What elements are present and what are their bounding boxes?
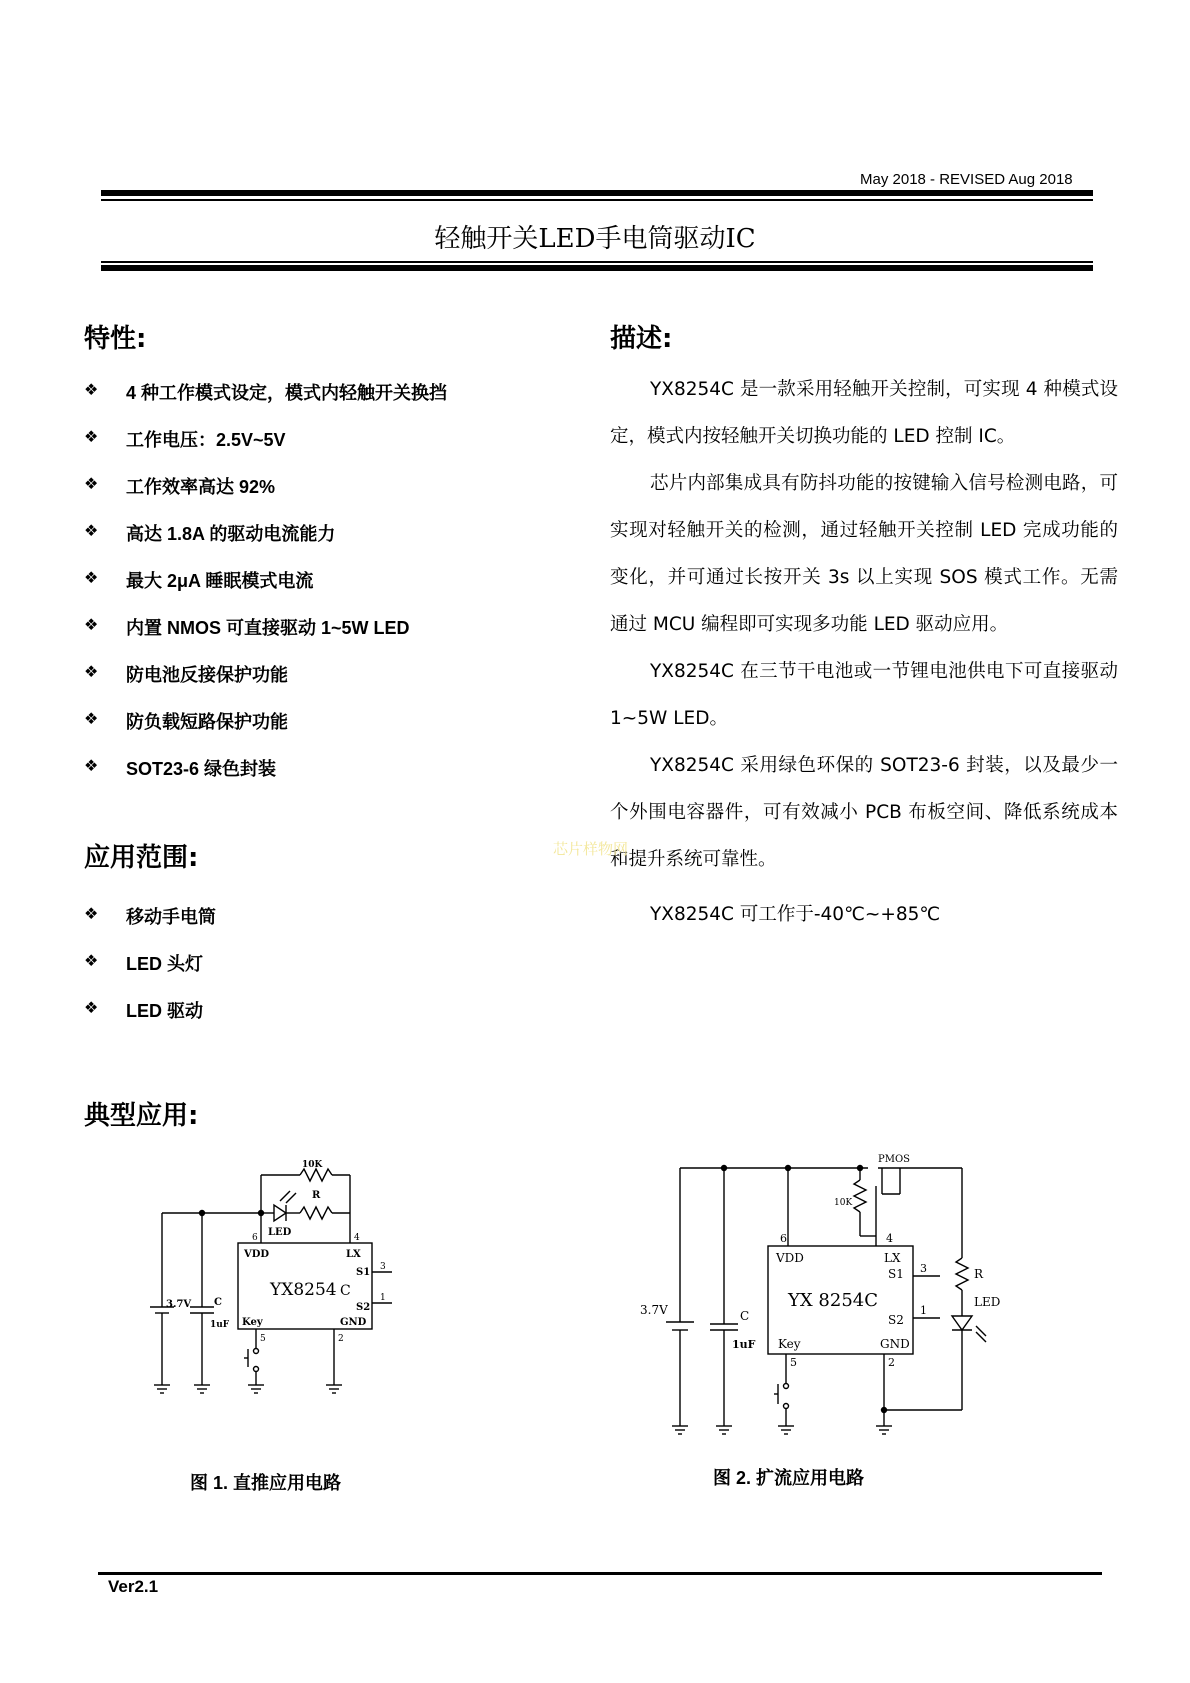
bullet-icon: ❖ <box>84 906 99 923</box>
svg-text:R: R <box>974 1267 984 1281</box>
bullet-icon: ❖ <box>84 570 99 587</box>
svg-text:5: 5 <box>790 1356 797 1369</box>
svg-text:3: 3 <box>920 1262 927 1275</box>
figure1-schematic <box>140 1145 420 1415</box>
svg-text:LED: LED <box>268 1227 292 1238</box>
bullet-icon: ❖ <box>84 664 99 681</box>
list-item: ❖ LED 驱动 <box>84 1000 204 1021</box>
svg-text:C: C <box>740 1309 750 1323</box>
svg-text:3.7V: 3.7V <box>640 1303 668 1317</box>
watermark: 芯片样物网 <box>553 840 629 858</box>
list-item: ❖ SOT23-6 绿色封装 <box>84 758 277 779</box>
footer-rule <box>98 1572 1102 1575</box>
svg-text:GND: GND <box>880 1337 910 1351</box>
svg-text:3: 3 <box>380 1262 386 1272</box>
header-rule-top-thin <box>101 199 1093 201</box>
svg-text:VDD: VDD <box>776 1251 804 1265</box>
list-item: ❖ 最大 2μA 睡眠模式电流 <box>84 570 314 591</box>
svg-text:10K: 10K <box>834 1198 853 1208</box>
bullet-icon: ❖ <box>84 1000 99 1017</box>
list-item: ❖ 高达 1.8A 的驱动电流能力 <box>84 523 336 544</box>
svg-text:LX: LX <box>884 1251 901 1265</box>
list-item: ❖ 4 种工作模式设定，模式内轻触开关换挡 <box>84 382 448 403</box>
description-paragraph: 芯片内部集成具有防抖功能的按键输入信号检测电路，可实现对轻触开关的检测，通过轻触开关控制 LED 完成功能的变化，并可通过长按开关 3s 以上实现 SOS 模式工作。无需通过 MCU 编程即可实现多功能 LED 驱动应用。 <box>610 473 1118 635</box>
svg-text:YX8254: YX8254 <box>270 1280 337 1300</box>
header-rule-bottom-thin <box>101 261 1093 263</box>
svg-text:6: 6 <box>780 1232 787 1245</box>
svg-text:C: C <box>340 1283 351 1299</box>
svg-text:YX 8254C: YX 8254C <box>788 1290 878 1311</box>
svg-text:2: 2 <box>888 1356 895 1369</box>
svg-text:S1: S1 <box>356 1267 371 1278</box>
svg-text:Key: Key <box>242 1317 263 1328</box>
bullet-icon: ❖ <box>84 617 99 634</box>
list-item: ❖ 防负载短路保护功能 <box>84 711 288 732</box>
header-rule-top <box>101 190 1093 196</box>
bullet-icon: ❖ <box>84 758 99 775</box>
list-item: ❖ 内置 NMOS 可直接驱动 1~5W LED <box>84 617 410 638</box>
description-paragraph: YX8254C 采用绿色环保的 SOT23-6 封装，以及最少一个外围电容器件，可有效减小 PCB 布板空间、降低系统成本和提升系统可靠性。 <box>610 755 1118 870</box>
header-rule-bottom <box>101 265 1093 271</box>
bullet-icon: ❖ <box>84 382 99 399</box>
svg-text:C: C <box>214 1297 222 1308</box>
description-paragraph: YX8254C 是一款采用轻触开关控制，可实现 4 种模式设定，模式内按轻触开关切换功能的 LED 控制 IC。 <box>610 379 1118 447</box>
svg-text:GND: GND <box>340 1317 367 1328</box>
description-body <box>610 366 1118 938</box>
svg-text:1uF: 1uF <box>732 1338 756 1351</box>
description-paragraph: YX8254C 在三节干电池或一节锂电池供电下可直接驱动 1~5W LED。 <box>610 661 1118 729</box>
figure2-caption: 图 2. 扩流应用电路 <box>713 1468 865 1488</box>
svg-text:3.7V: 3.7V <box>166 1299 192 1310</box>
bullet-icon: ❖ <box>84 476 99 493</box>
svg-text:1: 1 <box>920 1304 927 1317</box>
svg-text:Key: Key <box>778 1337 801 1351</box>
revision-date: May 2018 - REVISED Aug 2018 <box>860 171 1073 188</box>
svg-text:10K: 10K <box>302 1160 323 1170</box>
svg-text:PMOS: PMOS <box>878 1154 911 1165</box>
svg-text:LED: LED <box>974 1295 1001 1309</box>
bullet-icon: ❖ <box>84 711 99 728</box>
list-item: ❖ LED 头灯 <box>84 953 204 974</box>
svg-text:LX: LX <box>346 1249 361 1260</box>
version-label: Ver2.1 <box>108 1577 159 1596</box>
typical-application-heading: 典型应用: <box>84 1101 199 1131</box>
svg-text:S2: S2 <box>888 1313 904 1327</box>
svg-text:VDD: VDD <box>244 1249 270 1260</box>
svg-text:1: 1 <box>380 1293 386 1303</box>
figure2-schematic <box>640 1150 1020 1450</box>
features-heading: 特性: <box>84 324 147 354</box>
svg-text:1uF: 1uF <box>210 1320 230 1330</box>
svg-text:S1: S1 <box>888 1267 904 1281</box>
description-heading: 描述: <box>610 324 673 354</box>
list-item: ❖ 工作电压：2.5V~5V <box>84 429 286 450</box>
svg-text:S2: S2 <box>356 1302 371 1313</box>
svg-text:4: 4 <box>354 1233 360 1243</box>
bullet-icon: ❖ <box>84 429 99 446</box>
svg-text:2: 2 <box>338 1334 344 1344</box>
list-item: ❖ 防电池反接保护功能 <box>84 664 288 685</box>
svg-text:4: 4 <box>886 1232 893 1245</box>
list-item: ❖ 移动手电筒 <box>84 906 216 927</box>
figure1-caption: 图 1. 直推应用电路 <box>190 1473 342 1493</box>
svg-text:R: R <box>312 1190 321 1201</box>
svg-text:6: 6 <box>252 1233 258 1243</box>
bullet-icon: ❖ <box>84 953 99 970</box>
bullet-icon: ❖ <box>84 523 99 540</box>
svg-text:5: 5 <box>260 1334 266 1344</box>
document-title: 轻触开关LED手电筒驱动IC <box>434 224 756 254</box>
description-paragraph: YX8254C 可工作于-40℃~+85℃ <box>650 904 941 925</box>
list-item: ❖ 工作效率高达 92% <box>84 476 276 497</box>
applications-heading: 应用范围: <box>84 843 199 873</box>
